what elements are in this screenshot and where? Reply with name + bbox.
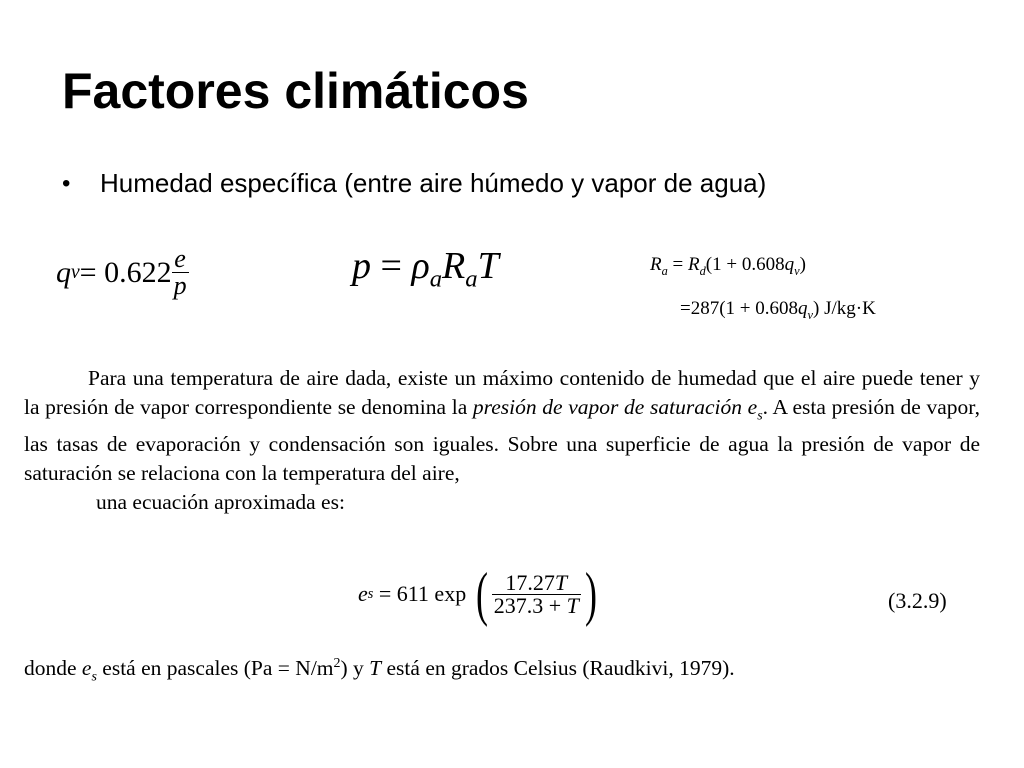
paragraph-1-italic: presión de vapor de saturación e xyxy=(472,395,758,419)
paragraph-1-part-b: . A esta presión de vapor, las tasas de evaporación y condensación son iguales. Sobre una superficie de agua la presión de vapor de saturación se relaciona con la temperatura del aire, xyxy=(24,395,980,486)
footer-sq: 2 xyxy=(333,656,341,671)
es-symbol: e xyxy=(358,581,368,606)
es-numerator-value: 17.27 xyxy=(505,569,555,595)
e-over-p-fraction xyxy=(172,246,189,299)
gas-rho-sub: a xyxy=(429,265,443,293)
footer-d: está en grados Celsius (Raudkivi, 1979). xyxy=(381,656,735,681)
es-subscript: s xyxy=(367,585,374,602)
specific-humidity-equation xyxy=(56,246,189,299)
right-paren-icon: ) xyxy=(584,561,597,627)
ra-line1-text: (1 + 0.608 xyxy=(705,254,785,275)
es-denominator-value: 237.3 + xyxy=(493,592,567,618)
footer-es-sub: s xyxy=(91,669,97,685)
ra-line2-text: =287(1 + 0.608 xyxy=(680,298,799,319)
fraction-numerator: e xyxy=(174,244,186,273)
body-paragraph xyxy=(24,364,980,517)
gas-equals: = xyxy=(371,245,412,287)
footer-text xyxy=(24,656,980,685)
es-denominator-T: T xyxy=(566,592,579,618)
paragraph-2: una ecuación aproximada es: xyxy=(96,490,345,515)
gas-T: T xyxy=(477,245,499,287)
bullet-text: Humedad específica (entre aire húmedo y vapor de agua) xyxy=(100,168,767,198)
gas-R-sub: a xyxy=(465,265,478,293)
bullet-item xyxy=(62,168,766,199)
saturation-vapor-equation xyxy=(358,561,601,627)
bullet-dot-icon: • xyxy=(62,169,71,197)
fraction-denominator: p xyxy=(173,271,187,300)
gas-law-equation xyxy=(352,244,499,294)
footer-c: ) y xyxy=(340,656,370,681)
es-denominator xyxy=(492,594,581,617)
ra-units: ) J/kg·K xyxy=(813,298,876,319)
paragraph-1-sub: s xyxy=(757,408,763,424)
equation-number: (3.2.9) xyxy=(888,588,947,613)
qv-subscript: v xyxy=(71,261,80,283)
footer-T: T xyxy=(369,656,382,681)
qv-coefficient: = 0.622 xyxy=(79,255,172,289)
gas-rho: ρ xyxy=(411,245,430,287)
paragraph-1-part-a: Para una temperatura de aire dada, existe un máximo contenido de humedad que el aire puede tener y la presión de vapor correspondiente se denomina la xyxy=(24,366,980,419)
footer-a: donde xyxy=(24,656,82,681)
paragraph-1 xyxy=(24,364,980,488)
gas-R: R xyxy=(442,245,466,287)
es-middle: = 611 exp xyxy=(373,581,472,606)
page-title: Factores climáticos xyxy=(62,63,529,119)
ra-equation-line2: $=287(1 + 0.608q_v)$ J/kg·K xyxy=(680,298,876,322)
ra-equation-line1: $R_a = R_d(1 + 0.608q_v)$ xyxy=(650,254,806,278)
footer-b: está en pascales (Pa = N/m xyxy=(96,656,334,681)
gas-p: p xyxy=(352,245,371,287)
es-numerator-T: T xyxy=(554,569,568,595)
left-paren-icon: ( xyxy=(475,561,488,627)
es-fraction xyxy=(492,569,581,618)
es-numerator xyxy=(503,569,569,595)
footer-es: e xyxy=(81,656,92,681)
qv-symbol: q xyxy=(56,255,71,289)
